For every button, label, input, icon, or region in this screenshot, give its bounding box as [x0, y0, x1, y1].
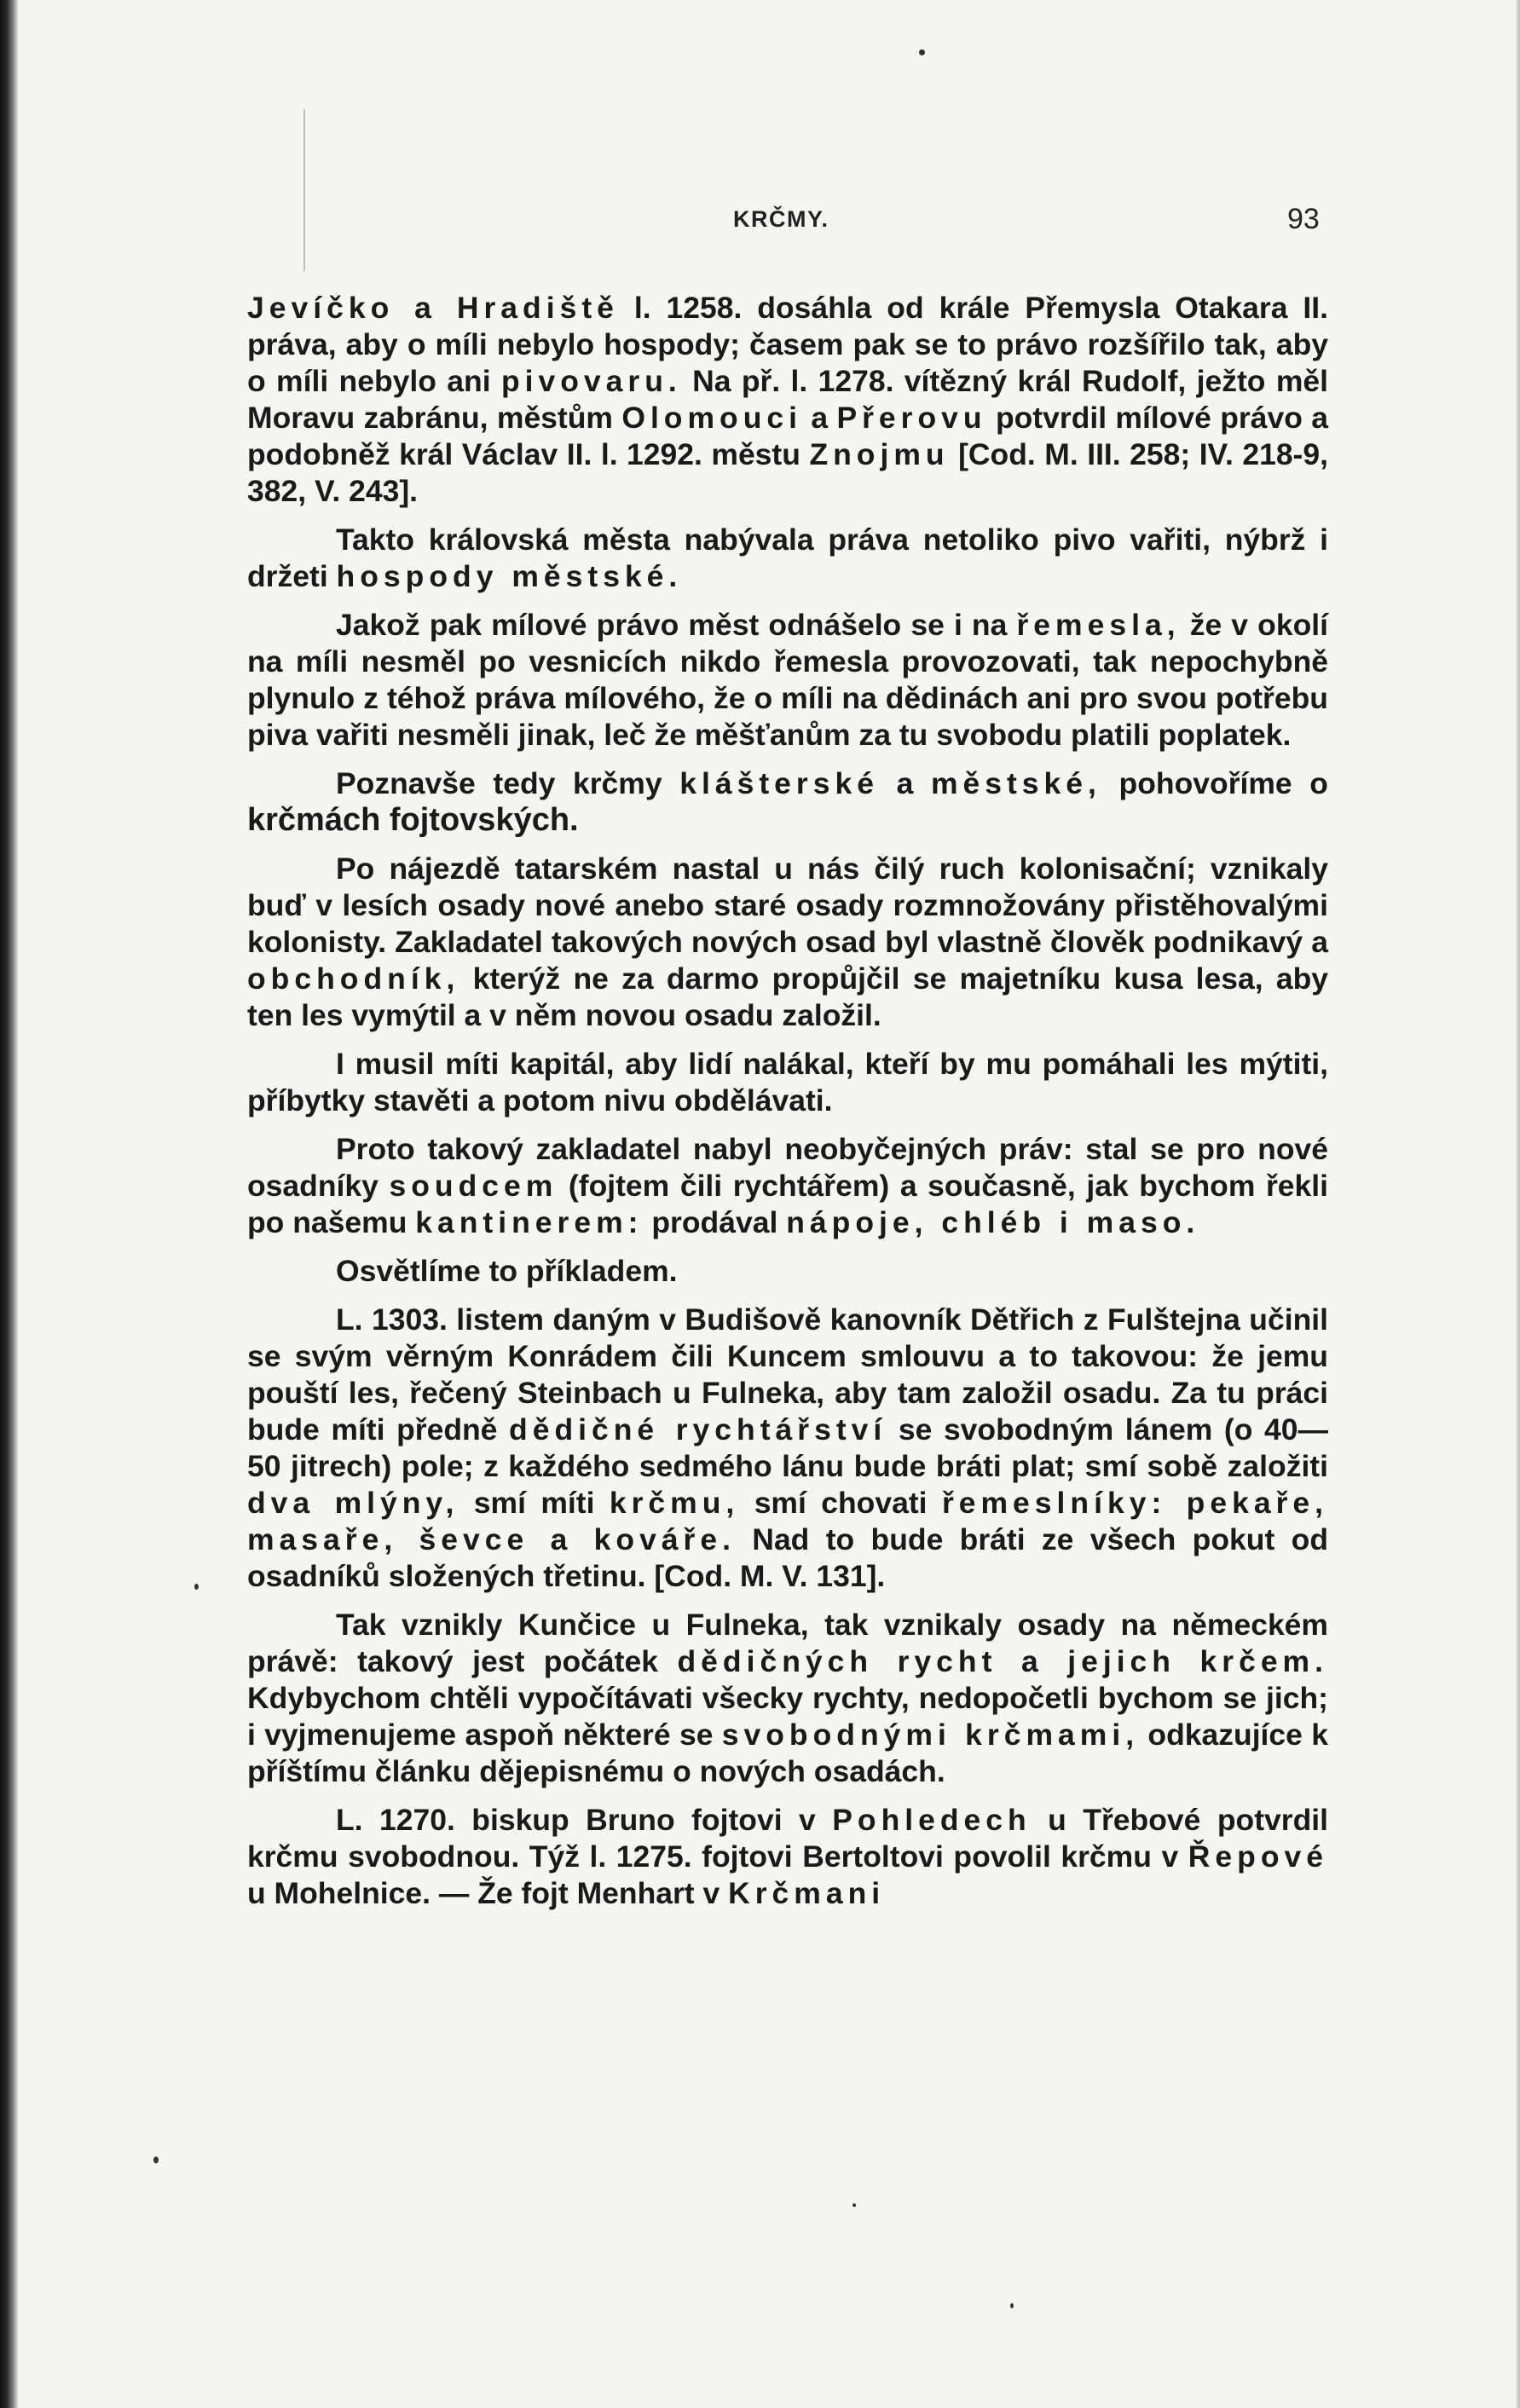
text-run: a	[878, 766, 931, 800]
scan-speck	[919, 49, 925, 55]
page-edge-shadow	[1515, 0, 1520, 2408]
text-run: Kdybychom chtěli vypočítávati všecky rychty, nedopočetli bychom se jich; i vyjmenujeme aspoň některé se	[247, 1681, 1328, 1752]
text-run: že v okolí na míli nesměl po vesnicích nikdo řemesla provozovati, tak nepochybně plynulo z téhož práva mílového, že o míli na dědinách ani pro svou potřebu piva vařiti nesměli jinak, leč že měšťanům za tu svobodu platili poplatek.	[247, 608, 1328, 752]
paragraph	[247, 1302, 1328, 1595]
paragraph	[247, 290, 1328, 510]
spaced-text: klášterské	[679, 766, 879, 800]
scan-speck	[1010, 2303, 1014, 2308]
spaced-text: dědičné rychtářství	[509, 1412, 887, 1447]
scan-speck	[852, 2203, 856, 2207]
spaced-text: soudcem	[389, 1169, 558, 1203]
text-run: Po nájezdě tatarském nastal u nás čilý ruch kolonisační; vznikaly buď v lesích osady nové anebo staré osady rozmnožovány přistěhovalými kolonisty. Zakladatel takových nových osad byl vlastně člověk podnikavý a	[247, 852, 1328, 959]
scan-speck	[153, 2157, 159, 2163]
text-run: Nad to bude bráti ze všech pokut od osadníků složených třetinu. [Cod. M. V. 131].	[247, 1522, 1328, 1593]
paragraph	[247, 1802, 1328, 1912]
text-run: a	[802, 401, 837, 435]
page-header	[0, 203, 1520, 242]
text-run: [Cod. M. III. 258; IV. 218-9, 382, V. 243].	[247, 437, 1328, 508]
text-run: odkazujíce k příštímu článku dějepisnému o nových osadách.	[247, 1718, 1328, 1788]
spaced-text: Olomouci	[621, 401, 803, 435]
spaced-text: krčmu,	[609, 1486, 740, 1520]
text-run: (fojtem čili rychtářem) a současně, jak bychom řekli po našemu	[247, 1169, 1328, 1239]
spaced-text: nápoje, chléb i maso.	[786, 1205, 1200, 1239]
text-run: Poznavše tedy krčmy	[336, 766, 680, 800]
paragraph	[247, 522, 1328, 595]
spaced-text: Přerovu	[836, 401, 987, 435]
text-run: L. 1303. listem daným v Budišově kanovník Dětřich z Fulštejna učinil se svým věrným Konrádem čili Kuncem smlouvu a to takovou: že jemu pouští les, řečený Steinbach u Fulneka, aby tam založil osadu. Za tu práci bude míti předně	[247, 1302, 1328, 1447]
spaced-text: Pohledech	[832, 1803, 1032, 1837]
paragraph	[247, 1253, 1328, 1290]
paragraph	[247, 765, 1328, 839]
text-run: se svobodným lánem (o 40—50 jitrech) pole; z každého sedmého lánu bude bráti plat; smí sobě založiti	[247, 1412, 1328, 1483]
spaced-text: městské,	[930, 766, 1101, 800]
text-run: pohovoříme o	[1101, 766, 1328, 800]
text-run: u Třebové potvrdil krčmu svobodnou. Týž l. 1275. fojtovi Bertoltovi povolil krčmu v	[247, 1803, 1328, 1874]
text-run: u Mohelnice. — Že fojt Menhart v	[247, 1876, 729, 1910]
paragraph	[247, 607, 1328, 754]
paragraph	[247, 1046, 1328, 1119]
text-run: Na př. l. 1278. vítězný král Rudolf, ježto měl Moravu zabránu, městům	[247, 364, 1328, 435]
page-binding-shadow	[0, 0, 19, 2408]
page-number: 93	[1287, 203, 1320, 235]
spaced-text: dědičných rycht a jejich krčem.	[677, 1644, 1328, 1678]
text-run: Proto takový zakladatel nabyl neobyčejných práv: stal se pro nové osadníky	[247, 1132, 1328, 1203]
spaced-text: dva mlýny,	[247, 1486, 459, 1520]
text-run: smí chovati	[739, 1486, 942, 1520]
body-text	[247, 290, 1328, 1924]
emphasized-text: krčmách fojtovských.	[247, 802, 579, 838]
text-run: l. 1258. dosáhla od krále Přemysla Otakara II. práva, aby o míli nebylo hospody; časem pak se to právo rozšířilo tak, aby o míli nebylo ani	[247, 291, 1328, 398]
text-run: potvrdil mílové právo a podobněž král Václav II. l. 1292. městu	[247, 401, 1328, 471]
text-run: smí míti	[459, 1486, 610, 1520]
spaced-text: Řepové	[1188, 1839, 1328, 1874]
text-run: Osvětlíme to příkladem.	[336, 1254, 678, 1288]
spaced-text: pivovaru.	[500, 364, 682, 398]
scan-artifact-line	[303, 109, 305, 271]
text-run: kterýž ne za darmo propůjčil se majetníku kusa lesa, aby ten les vymýtil a v něm novou osadu založil.	[247, 961, 1328, 1032]
spaced-text: Krčmani	[728, 1876, 886, 1910]
spaced-text: řemeslníky: pekaře, masaře, ševce a kováře.	[247, 1486, 1328, 1556]
spaced-text: Znojmu	[809, 437, 950, 471]
text-run: Takto královská města nabývala práva netoliko pivo vařiti, nýbrž i držeti	[247, 523, 1328, 593]
paragraph	[247, 1131, 1328, 1241]
spaced-text: hospody městské.	[336, 559, 683, 593]
spaced-text: svobodnými krčmami,	[721, 1718, 1140, 1752]
text-run: I musil míti kapitál, aby lidí nalákal, kteří by mu pomáhali les mýtiti, příbytky stavěti a potom nivu obdělávati.	[247, 1047, 1328, 1117]
spaced-text: Jevíčko a Hradiště	[247, 291, 619, 325]
spaced-text: kantinerem:	[415, 1205, 644, 1239]
text-run: prodával	[643, 1205, 787, 1239]
spaced-text: obchodník,	[247, 961, 460, 996]
spaced-text: řemesla,	[1016, 608, 1181, 642]
text-run: Tak vznikly Kunčice u Fulneka, tak vznikaly osady na německém právě: takový jest počátek	[247, 1608, 1328, 1678]
text-run: Jakož pak mílové právo měst odnášelo se i na	[336, 608, 1017, 642]
text-run: L. 1270. biskup Bruno fojtovi v	[336, 1803, 833, 1837]
scan-speck	[194, 1584, 199, 1590]
paragraph	[247, 851, 1328, 1034]
paragraph	[247, 1607, 1328, 1790]
running-head: KRČMY.	[733, 206, 829, 232]
